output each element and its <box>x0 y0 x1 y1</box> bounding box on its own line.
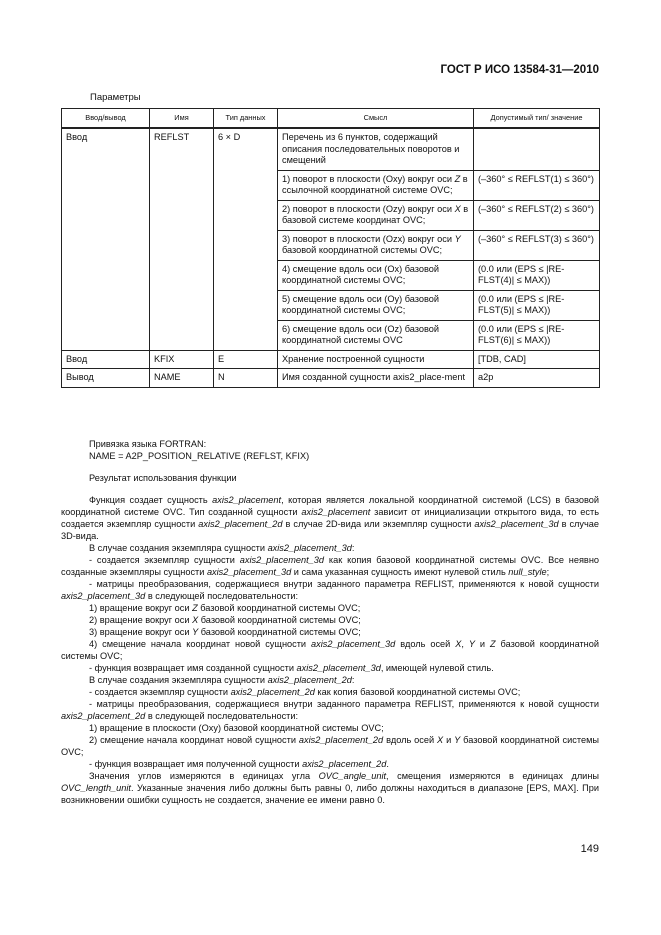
cell-name: REFLST <box>150 129 214 351</box>
cell-meaning: Имя созданной сущности axis2_place-ment <box>278 369 474 388</box>
cell-allowed: (–360° ≤ REFLST(2) ≤ 360°) <box>474 200 600 230</box>
parameters-table <box>61 108 600 388</box>
document-body <box>61 438 599 806</box>
paragraph: 1) вращение в плоскости (Oxy) базовой координатной системы OVC; <box>89 723 384 733</box>
cell-name: KFIX <box>150 350 214 369</box>
cell-allowed: (–360° ≤ REFLST(1) ≤ 360°) <box>474 170 600 200</box>
cell-allowed: (0.0 или (EPS ≤ |RE-FLST(6)| ≤ MAX)) <box>474 320 600 350</box>
binding-title: Привязка языка FORTRAN: <box>89 439 207 449</box>
paragraph: Функция создает сущность axis2_placement, которая является локальной координатной системой (LCS) в базовой координатной системе OVC. Тип созданной сущности axis2_placement зависит от инициализации открытого вида, то есть создается экземпляр сущности axis2_placement_2d в случае 2D-вида или экземпляр сущности axis2_placement_3d в случае 3D-вида. <box>61 495 599 541</box>
cell-meaning: 4) смещение вдоль оси (Ox) базовой координатной системы OVC; <box>278 260 474 290</box>
table-row <box>62 369 600 388</box>
header-name: Имя <box>150 109 214 128</box>
table-row <box>62 350 600 369</box>
cell-meaning: 5) смещение вдоль оси (Oy) базовой координатной системы OVC; <box>278 290 474 320</box>
paragraph: В случае создания экземпляра сущности axis2_placement_3d: <box>89 543 355 553</box>
paragraph: - функция возвращает имя созданной сущности axis2_placement_3d, имеющей нулевой стиль. <box>89 663 494 673</box>
cell-io: Ввод <box>62 350 150 369</box>
cell-allowed: (–360° ≤ REFLST(3) ≤ 360°) <box>474 230 600 260</box>
header-io: Ввод/вывод <box>62 109 150 128</box>
cell-allowed: (0.0 или (EPS ≤ |RE-FLST(4)| ≤ MAX)) <box>474 260 600 290</box>
table-header-row <box>62 109 600 128</box>
cell-type: 6 × D <box>214 129 278 351</box>
cell-meaning: 2) поворот в плоскости (Ozy) вокруг оси X в базовой системе координат OVC; <box>278 200 474 230</box>
cell-allowed: a2p <box>474 369 600 388</box>
paragraph: 2) вращение вокруг оси X базовой координатной системы OVC; <box>89 615 361 625</box>
cell-meaning: 6) смещение вдоль оси (Oz) базовой координатной системы OVC <box>278 320 474 350</box>
cell-meaning: Перечень из 6 пунктов, содержащий описания последовательных поворотов и смещений <box>278 129 474 171</box>
paragraph: 3) вращение вокруг оси Y базовой координатной системы OVC; <box>89 627 361 637</box>
paragraph: 4) смещение начала координат новой сущности axis2_placement_3d вдоль осей X, Y и Z базовой координатной системы OVC; <box>61 639 600 661</box>
paragraph: - матрицы преобразования, содержащиеся внутри заданного параметра REFLIST, применяются к новой сущности axis2_placement_2d в следующей последовательности: <box>61 699 599 721</box>
cell-allowed <box>474 129 600 171</box>
cell-io: Вывод <box>62 369 150 388</box>
cell-meaning: 3) поворот в плоскости (Ozx) вокруг оси Y базовой координатной системы OVC; <box>278 230 474 260</box>
cell-io: Ввод <box>62 129 150 351</box>
paragraph: В случае создания экземпляра сущности axis2_placement_2d: <box>89 675 355 685</box>
paragraph: - матрицы преобразования, содержащиеся внутри заданного параметра REFLIST, применяются к новой сущности axis2_placement_3d в следующей последовательности: <box>61 579 599 601</box>
paragraph: 1) вращение вокруг оси Z базовой координатной системы OVC; <box>89 603 361 613</box>
paragraph: - функция возвращает имя полученной сущности axis2_placement_2d. <box>89 759 389 769</box>
page-number: 149 <box>580 843 599 855</box>
header-allowed: Допустимый тип/ значение <box>474 109 600 128</box>
standard-header: ГОСТ Р ИСО 13584-31—2010 <box>440 64 599 76</box>
cell-meaning: 1) поворот в плоскости (Oxy) вокруг оси Z в ссылочной координатной системе OVC; <box>278 170 474 200</box>
cell-allowed: (0.0 или (EPS ≤ |RE-FLST(5)| ≤ MAX)) <box>474 290 600 320</box>
paragraph: - создается экземпляр сущности axis2_placement_2d как копия базовой координатной системы OVC; <box>89 687 521 697</box>
paragraph: - создается экземпляр сущности axis2_placement_3d как копия базовой координатной системы OVC. Все неявно созданные экземпляры сущности axis2_placement_3d и сама указанная сущность имеют нулевой стиль null_style; <box>61 555 599 577</box>
table-caption: Параметры <box>90 92 141 103</box>
cell-name: NAME <box>150 369 214 388</box>
cell-type: N <box>214 369 278 388</box>
header-meaning: Смысл <box>278 109 474 128</box>
cell-type: E <box>214 350 278 369</box>
result-title: Результат использования функции <box>89 473 237 483</box>
header-type: Тип данных <box>214 109 278 128</box>
table-row <box>62 129 600 171</box>
cell-meaning: Хранение построенной сущности <box>278 350 474 369</box>
paragraph: Значения углов измеряются в единицах угла OVC_angle_unit, смещения измеряются в единицах длины OVC_length_unit. Указанные значения либо должны быть равны 0, либо должны находиться в диапазоне [EPS, MAX]. При возникновении ошибки сущность не создается, значение ее имени равно 0. <box>61 771 599 805</box>
cell-allowed: [TDB, CAD] <box>474 350 600 369</box>
binding-call: NAME = A2P_POSITION_RELATIVE (REFLST, KFIX) <box>89 451 310 461</box>
paragraph: 2) смещение начала координат новой сущности axis2_placement_2d вдоль осей X и Y базовой координатной системы OVC; <box>61 735 599 757</box>
